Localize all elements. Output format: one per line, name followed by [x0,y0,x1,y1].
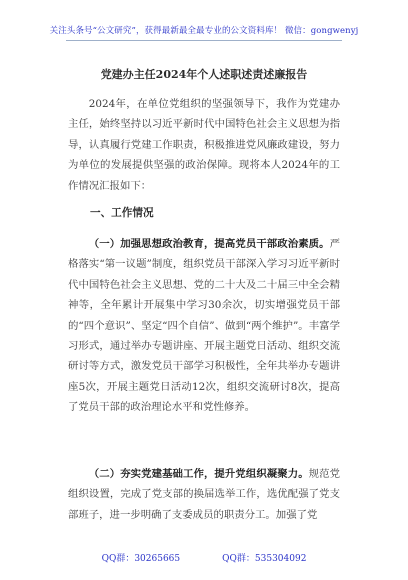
header-divider [66,40,342,41]
item-two-body: 规范党组织设置，完成了党支部的换届选举工作，选优配强了党支部班子，进一步明确了支委成员的职责分工。加强了党 [68,468,340,521]
header-banner: 关注头条号“公文研究”，获得最新最全最专业的公文资料库！ 微信：gongwenyj [49,26,359,36]
footer-qq-groups [0,551,408,564]
intro-paragraph: 2024年，在单位党组织的坚强领导下，我作为党建办主任，始终坚持以习近平新时代中国特色社会主义思想为指导，认真履行党建工作职责，积极推进党风廉政建设，努力为单位的发展提供坚强的政治保障。现将本人2024年的工作情况汇报如下： [68,98,340,192]
item-one-paragraph [68,234,340,464]
document-title: 党建办主任2024年个人述职述责述廉报告 [100,68,308,81]
item-one-lead: （一）加强思想政治教育，提高党员干部政治素质。 [88,238,330,250]
footer-qq-group-two: QQ群：535304092 [222,554,307,564]
section-heading-work-status: 一、工作情况 [90,207,154,219]
item-one-body: 严格落实“第一议题”制度，组织党员干部深入学习习近平新时代中国特色社会主义思想、党的二十大及二十届三中全会精神等，全年累计开展集中学习30余次，切实增强党员干部的“四个意识”、坚定“四个自信”、做到“两个维护”。丰富学习形式，通过举办专题讲座、开展主题党日活动、组织交流研讨等方式，激发党员干部学习积极性，全年共举办专题讲座5次，开展主题党日活动12次，组织交流研讨8次，提高了党员干部的政治理论水平和党性修养。 [68,238,340,414]
item-two-lead: （二）夯实党建基础工作，提升党组织凝聚力。 [88,468,309,480]
item-two-paragraph [68,464,340,546]
footer-qq-group-one: QQ群：30265665 [101,554,181,564]
